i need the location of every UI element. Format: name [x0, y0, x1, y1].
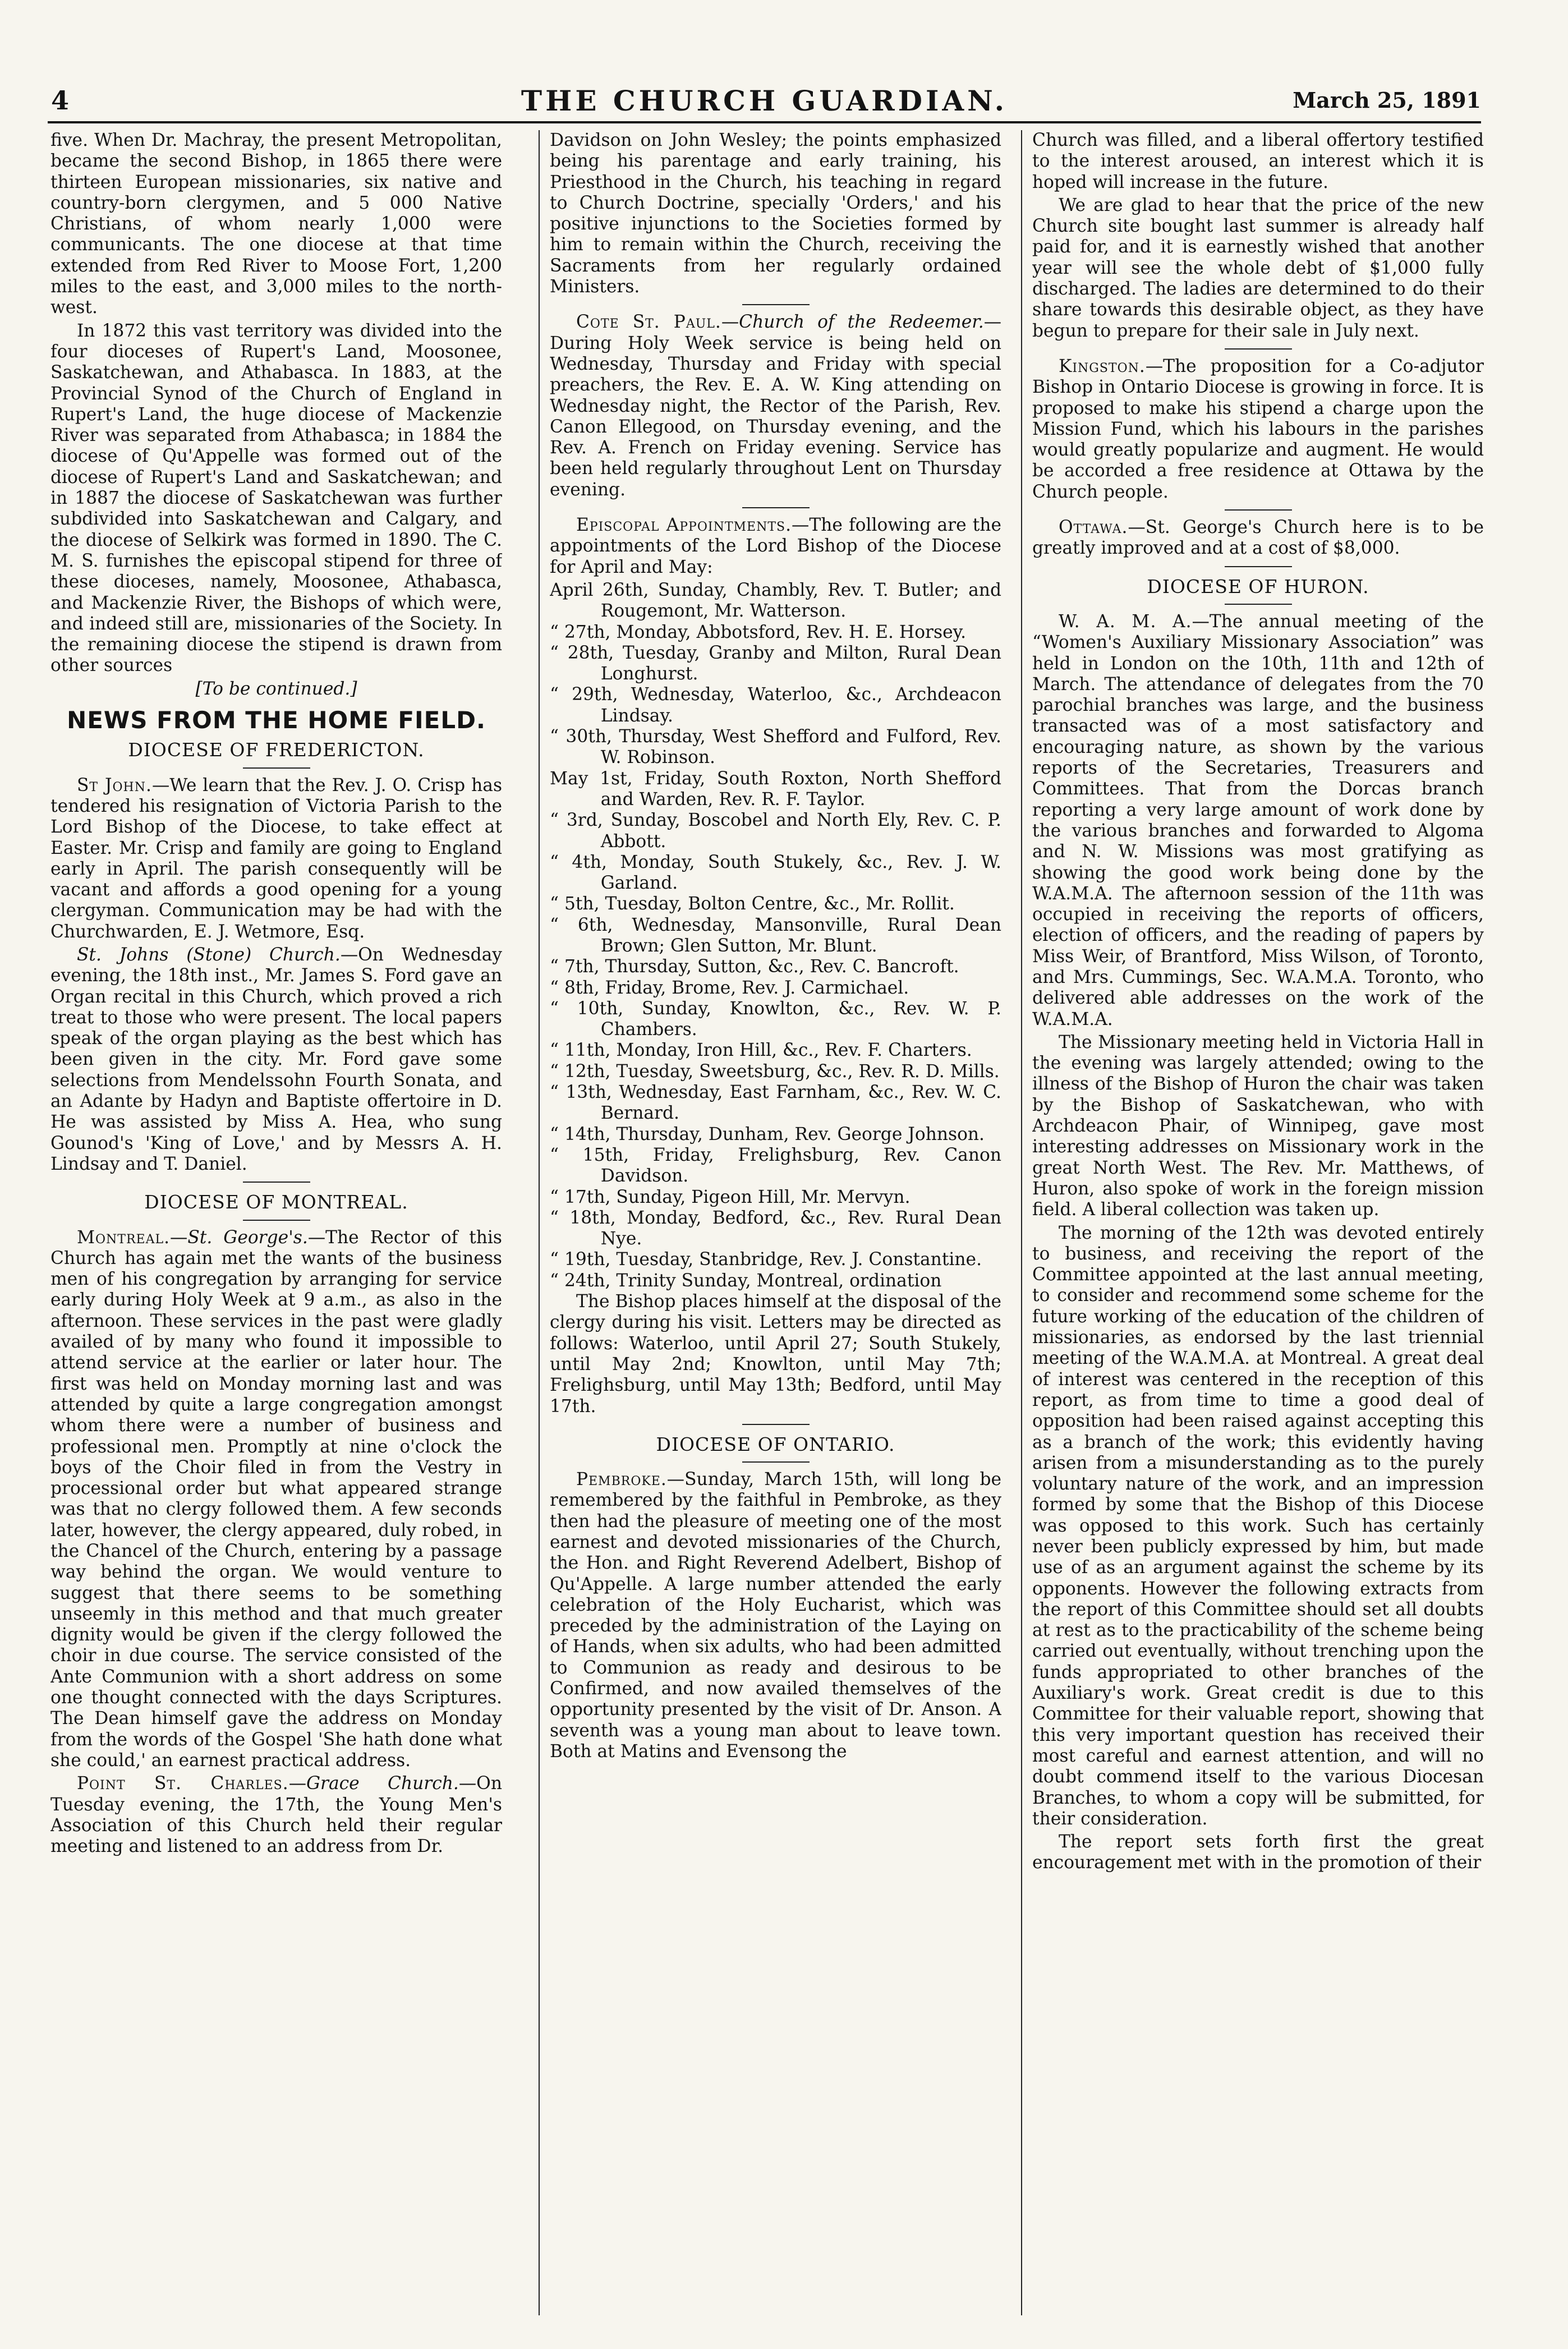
short-rule — [742, 507, 810, 508]
item-text: —We learn that the Rev. J. O. Crisp has tendered his resignation of Victoria Parish to the Lord Bishop of the Diocese, to take effect at Easter. Mr. Crisp and family are going to England early in April. The parish consequently will be vacant and affords a good opening for a young clergyman. Communication may be had with the Churchwarden, E. J. Wetmore, Esq. — [50, 775, 502, 942]
place-name: Episcopal Appointments. — [576, 515, 792, 536]
appointment-item: “ 28th, Tuesday, Granby and Milton, Rural Dean Longhurst. — [550, 642, 1001, 684]
paragraph: In 1872 this vast territory was divided into the four dioceses of Rupert's Land, Moosonee, Saskatchewan, and Athabasca. In 1883, at the Provincial Synod of the Church of England in Rupert's Land, the huge diocese of Mackenzie River was separated from Athabasca; in 1884 the diocese of Qu'Appelle was formed out of the diocese of Rupert's Land and Saskatchewan; and in 1887 the diocese of Saskatchewan was further subdivided into Saskatchewan and Calgary, and the diocese of Selkirk was formed in 1890. The C. M. S. furnishes the episcopal stipend for three of these dioceses, namely, Moosonee, Athabasca, and Mackenzie River, the Bishops of which were, and indeed still are, missionaries of the Society. In the remaining diocese the stipend is drawn from other sources — [50, 320, 502, 676]
place-name: St John. — [76, 775, 152, 796]
column-2 — [550, 130, 1001, 2318]
item-text: —On Tuesday evening, the 17th, the Young Men's Association of this Church held their regular meeting and listened to an address from Dr. — [50, 1773, 502, 1857]
appointment-item: “ 5th, Tuesday, Bolton Centre, &c., Mr. Rollit. — [550, 894, 955, 914]
paragraph: Davidson on John Wesley; the points emphasized being his parentage and early training, his Priesthood in the Church, his teaching in regard to Church Doctrine, specially 'Orders,' and his positive injunctions to the Societies formed by him to remain within the Church, receiving the Sacraments from her regularly ordained Ministers. — [550, 130, 1001, 297]
short-rule — [243, 767, 310, 769]
item-title: St. George's. — [187, 1227, 308, 1248]
news-item — [1032, 356, 1484, 503]
column-rule — [539, 130, 540, 2315]
appointment-item: “ 17th, Sunday, Pigeon Hill, Mr. Mervyn. — [550, 1187, 911, 1207]
item-title: St. Johns (Stone) Church. — [76, 944, 341, 965]
short-rule — [742, 304, 810, 305]
appointment-item: April 26th, Sunday, Chambly, Rev. T. Butler; and Rougemont, Mr. Watterson. — [550, 580, 1001, 622]
paragraph: We are glad to hear that the price of the new Church site bought last summer is already half paid for, and it is earnestly wished that another year will see the whole debt of $1,000 fully discharged. The ladies are determined to do their share towards this desirable object, as they have begun to prepare for their sale in July next. — [1032, 195, 1484, 341]
short-rule — [742, 1424, 810, 1425]
short-rule — [1225, 566, 1292, 567]
appointment-item: “ 30th, Thursday, West Shefford and Fulford, Rev. W. Robinson. — [550, 727, 1001, 768]
appointment-item: “ 29th, Wednesday, Waterloo, &c., Archdeacon Lindsay. — [550, 684, 1001, 726]
place-name: Montreal. — [76, 1227, 171, 1248]
newspaper-title: THE CHURCH GUARDIAN. — [521, 84, 1008, 117]
column-1 — [50, 130, 502, 2318]
item-text: —During Holy Week service is being held on Wednesday, Thursday and Friday with special preachers, the Rev. E. A. W. King attending on Wednesday night, the Rector of the Parish, Rev. Canon Ellegood, on Thursday evening, and the Rev. A. French on Friday evening. Service has been held regularly throughout Lent on Thursday evening. — [550, 312, 1001, 500]
item-text: —The following are the appointments of the Lord Bishop of the Diocese for April and May: — [550, 515, 1001, 577]
diocese-heading: DIOCESE OF FREDERICTON. — [128, 739, 425, 761]
short-rule — [243, 1220, 310, 1221]
news-item: Cote St. Paul.—Church of the Redeemer.—During Holy Week service is being held on Wednesday, Thursday and Friday with special preachers, the Rev. E. A. W. King attending on Wednesday night, the Rector of the Parish, Rev. Canon Ellegood, on Thursday evening, and the Rev. A. French on Friday evening. Service has been held regularly throughout Lent on Thursday evening. — [550, 312, 1001, 500]
short-rule — [742, 1461, 810, 1463]
paragraph: Church was filled, and a liberal offertory testified to the interest aroused, an interest which it is hoped will increase in the future. — [1032, 130, 1484, 192]
place-name: Ottawa. — [1058, 517, 1128, 538]
appointment-item: “ 19th, Tuesday, Stanbridge, Rev. J. Constantine. — [550, 1249, 982, 1270]
continued-note: [To be continued.] — [195, 678, 357, 699]
news-item: Point St. Charles.—Grace Church.—On Tuesday evening, the 17th, the Young Men's Association of this Church held their regular meeting and listened to an address from Dr. — [50, 1773, 502, 1857]
news-item — [50, 945, 502, 1175]
item-text: —The annual meeting of the “Women's Auxiliary Missionary Association” was held in London on the 10th, 11th and 12th of March. The attendance of delegates from the 70 parochial branches was large, and the business transacted was of a most satisfactory and encouraging nature, as shown by the various reports of the Secretaries, Treasurers and Committees. That from the Dorcas branch reporting a very large amount of work done by the various branches and forwarded to Algoma and N. W. Missions was most gratifying as showing the good work being done by the W.A.M.A. The afternoon session of the 11th was occupied in receiving the reports of officers, election of officers, and the reading of papers by Miss Weir, of Brantford, Miss Wilson, of Toronto, and Mrs. Cummings, Sec. W.A.M.A. Toronto, who delivered able addresses on the work of the W.A.M.A. — [1032, 611, 1484, 1029]
news-item — [550, 515, 1001, 578]
appointment-item: “ 10th, Sunday, Knowlton, &c., Rev. W. P. Chambers. — [550, 998, 1001, 1040]
short-rule — [1225, 604, 1292, 605]
place-name: Kingston. — [1058, 356, 1146, 376]
short-rule — [1225, 348, 1292, 350]
news-item — [550, 1469, 1001, 1762]
appointment-item: “ 15th, Friday, Frelighsburg, Rev. Canon Davidson. — [550, 1144, 1001, 1187]
item-text: —The proposition for a Co-adjutor Bishop in Ontario Diocese is growing in force. It is proposed to make his stipend a charge upon the Mission Fund, which his labours in the parishes would greatly popularize and augment. He would be accorded a free residence at Ottawa by the Church people. — [1032, 356, 1484, 502]
news-item: Montreal.—St. George's.—The Rector of this Church has again met the wants of the business men of his congregation by arranging for service early during Holy Week at 9 a.m., as also in the afternoon. These services in the past were gladly availed of by many who found it impossible to attend service at the earlier or later hour. The first was held on Monday morning last and was attended by quite a large congregation amongst whom there were a number of business and professional men. Promptly at nine o'clock the boys of the Choir filed in from the Vestry in processional order but what appeared strange was that no clergy followed them. A few seconds later, however, the clergy appeared, duly robed, in the Chancel of the Church, entering by a passage way behind the organ. We would venture to suggest that there seems to be something unseemly in this method and that much greater dignity would be given if the clergy followed the choir in due course. The service consisted of the Ante Communion with a short address on some one thought connected with the days Scriptures. The Dean himself gave the address on Monday from the words of the Gospel 'She hath done what she could,' an earnest practical address. — [50, 1227, 502, 1771]
diocese-heading: DIOCESE OF HURON. — [1147, 575, 1369, 597]
appointment-item: “ 8th, Friday, Brome, Rev. J. Carmichael. — [550, 977, 909, 998]
appointment-item: “ 6th, Wednesday, Mansonville, Rural Dean Brown; Glen Sutton, Mr. Blunt. — [550, 914, 1001, 956]
paragraph: The morning of the 12th was devoted entirely to business, and receiving the report of the Committee appointed at the last annual meeting, to consider and recommend some scheme for the future working of the education of the children of missionaries, as endorsed by the last triennial meeting of the W.A.M.A. at Montreal. A great deal of interest was centered in the reception of this report, as from time to time a good deal of opposition had been raised against accepting this as a branch of the work; this evidently having arisen from a misunderstanding as to the purely voluntary nature of the work, and an impression formed by some that the Bishop of this Diocese was opposed to this work. Such has certainly never been publicly expressed by him, but made use of as an argument against the scheme by its opponents. However the following extracts from the report of this Committee should set all doubts at rest as to the practicability of the scheme being carried out eventually, without trenching upon the funds appropriated to other branches of the Auxiliary's work. Great credit is due to this Committee for their valuable report, showing that this very important question has received their most careful and earnest attention, and will no doubt commend itself to the various Diocesan Branches, to whom a copy will be submitted, for their consideration. — [1032, 1222, 1484, 1829]
item-text: —The Rector of this Church has again met the wants of the business men of his congregation by arranging for service early during Holy Week at 9 a.m., as also in the afternoon. These services in the past were gladly availed of by many who found it impossible to attend service at the earlier or later hour. The first was held on Monday morning last and was attended by quite a large congregation amongst whom there were a number of business and professional men. Promptly at nine o'clock the boys of the Choir filed in from the Vestry in processional order but what appeared strange was that no clergy followed them. A few seconds later, however, the clergy appeared, duly robed, in the Chancel of the Church, entering by a passage way behind the organ. We would venture to suggest that there seems to be something unseemly in this method and that much greater dignity would be given if the clergy followed the choir in due course. The service consisted of the Ante Communion with a short address on some one thought connected with the days Scriptures. The Dean himself gave the address on Monday from the words of the Gospel 'She hath done what she could,' an earnest practical address. — [50, 1227, 502, 1771]
place-name: Point St. Charles. — [76, 1773, 289, 1794]
section-heading: NEWS FROM THE HOME FIELD. — [67, 706, 486, 734]
appointment-item: “ 24th, Trinity Sunday, Montreal, ordination — [550, 1270, 942, 1291]
paragraph: five. When Dr. Machray, the present Metropolitan, became the second Bishop, in 1865 there were thirteen European missionaries, six native and country-born clergymen, and 5 000 Native Christians, of whom nearly 1,000 were communicants. The one diocese at that time extended from Red River to Moose Fort, 1,200 miles to the east, and 3,000 miles to the north-west. — [50, 130, 502, 318]
place-name: W. A. M. A. — [1058, 611, 1192, 632]
diocese-heading: DIOCESE OF ONTARIO. — [656, 1433, 895, 1455]
appointment-item: “ 13th, Wednesday, East Farnham, &c., Rev. W. C. Bernard. — [550, 1082, 1001, 1124]
masthead — [48, 82, 1481, 123]
item-title: Grace Church. — [306, 1773, 459, 1794]
item-text: —St. George's Church here is to be greatly improved and at a cost of $8,000. — [1032, 517, 1484, 559]
item-title: Church of the Redeemer. — [739, 312, 984, 333]
news-item — [1032, 517, 1484, 559]
item-text: —On Wednesday evening, the 18th inst., Mr. James S. Ford gave an Organ recital in this Church, which proved a rich treat to those who were present. The local papers speak of the organ playing as the best which has been given in the city. Mr. Ford gave some selections from Mendelssohn Fourth Sonata, and an Adante by Hadyn and Baptiste offertoire in D. He was assisted by Miss A. Hea, who sung Gounod's 'King of Love,' and by Messrs A. H. Lindsay and T. Daniel. — [50, 944, 502, 1174]
short-rule — [243, 1182, 310, 1183]
appointment-item: “ 3rd, Sunday, Boscobel and North Ely, Rev. C. P. Abbott. — [550, 810, 1001, 852]
appointment-item: “ 12th, Tuesday, Sweetsburg, &c., Rev. R. D. Mills. — [550, 1061, 1000, 1082]
news-item — [50, 775, 502, 943]
appointment-item: “ 14th, Thursday, Dunham, Rev. George Johnson. — [550, 1124, 985, 1144]
column-3 — [1032, 130, 1484, 2318]
place-name: Cote St. Paul. — [576, 312, 721, 333]
short-rule — [1225, 509, 1292, 511]
appointment-item: May 1st, Friday, South Roxton, North Shefford and Warden, Rev. R. F. Taylor. — [550, 768, 1001, 810]
paragraph: The report sets forth first the great encouragement met with in the promotion of their — [1032, 1832, 1484, 1873]
diocese-heading: DIOCESE OF MONTREAL. — [144, 1191, 408, 1213]
item-text: —Sunday, March 15th, will long be remembered by the faithful in Pembroke, as they then had the pleasure of meeting one of the most earnest and devoted missionaries of the Church, the Hon. and Right Reverend Adelbert, Bishop of Qu'Appelle. A large number attended the early celebration of the Holy Eucharist, which was preceded by the administration of the Laying on of Hands, when six adults, who had been admitted to Communion as ready and desirous to be Confirmed, and now availed themselves of the opportunity presented by the visit of Dr. Anson. A seventh was a young man about to leave town. Both at Matins and Evensong the — [550, 1469, 1001, 1762]
appointment-item: “ 11th, Monday, Iron Hill, &c., Rev. F. Charters. — [550, 1040, 972, 1061]
appointment-item: “ 4th, Monday, South Stukely, &c., Rev. J. W. Garland. — [550, 852, 1001, 894]
place-name: Pembroke. — [576, 1469, 667, 1490]
page-number: 4 — [51, 85, 70, 116]
column-rule — [1021, 130, 1022, 2315]
paragraph: The Missionary meeting held in Victoria Hall in the evening was largely attended; owing to the illness of the Bishop of Huron the chair was taken by the Bishop of Saskatchewan, who with Archdeacon Phair, of Winnipeg, gave most interesting addresses on Missionary work in the great North West. The Rev. Mr. Matthews, of Huron, also spoke of work in the foreign mission field. A liberal collection was taken up. — [1032, 1032, 1484, 1220]
appointments-list — [550, 580, 1001, 1291]
appointment-item: “ 7th, Thursday, Sutton, &c., Rev. C. Bancroft. — [550, 957, 959, 977]
appointment-item: “ 27th, Monday, Abbotsford, Rev. H. E. Horsey. — [550, 622, 967, 642]
paragraph: The Bishop places himself at the disposal of the clergy during his visit. Letters may be directed as follows: Waterloo, until April 27; South Stukely, until May 2nd; Knowlton, until May 7th; Frelighsburg, until May 13th; Bedford, until May 17th. — [550, 1291, 1001, 1417]
issue-date: March 25, 1891 — [1293, 88, 1481, 113]
news-item — [1032, 612, 1484, 1030]
appointment-item: “ 18th, Monday, Bedford, &c., Rev. Rural Dean Nye. — [550, 1207, 1001, 1249]
